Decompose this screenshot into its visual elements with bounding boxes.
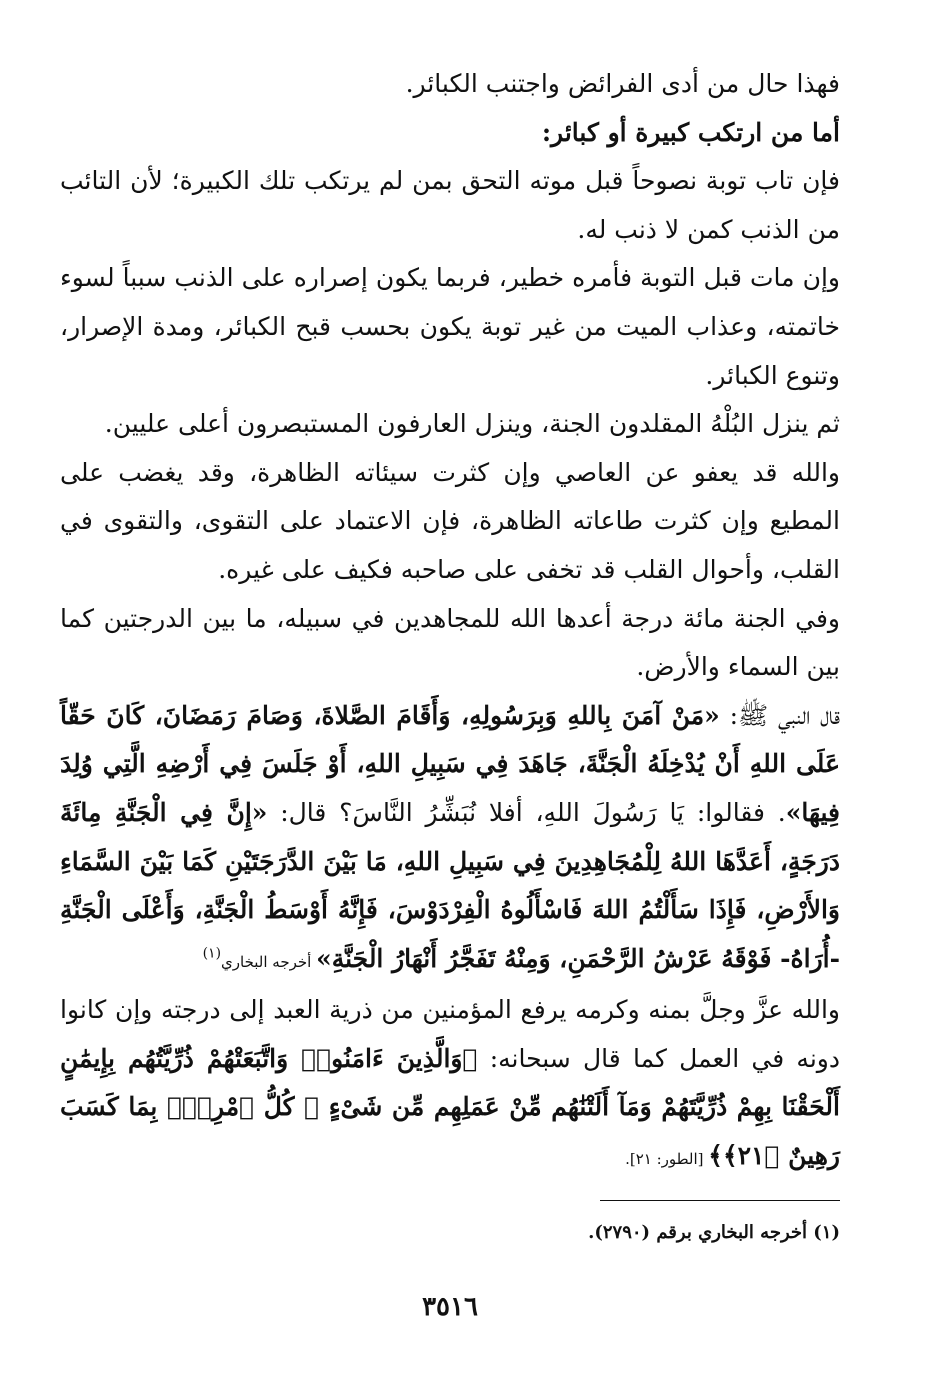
- hadith-mid: . فقالوا: يَا رَسُولَ اللهِ، أفلا نُبَشِّرُ النَّاسَ؟ قال:: [267, 797, 786, 827]
- section-heading: أما من ارتكب كبيرة أو كبائر:: [541, 117, 840, 147]
- page-number: ٣٥١٦: [422, 1292, 478, 1322]
- paragraph: فهذا حال من أدى الفرائض واجتنب الكبائر.: [405, 69, 840, 98]
- paragraph: وفي الجنة مائة درجة أعدها الله للمجاهدين في سبيله، ما بين الدرجتين كما بين السماء والأرض.: [60, 603, 840, 682]
- paragraph: [60, 986, 840, 1183]
- hadith-quote: «إِنَّ فِي الْجَنَّةِ مِائَةَ دَرَجَةٍ، أَعَدَّهَا اللهُ لِلْمُجَاهِدِينَ فِي سَبِيلِ اللهِ، مَا بَيْنَ الدَّرَجَتَيْنِ كَمَا بَيْنَ السَّمَاءِ وَالأَرْضِ، فَإِذَا سَأَلْتُمُ اللهَ فَاسْأَلُوهُ الْفِرْدَوْسَ، فَإِنَّهُ أَوْسَطُ الْجَنَّةِ، وَأَعْلَى الْجَنَّةِ -أُرَاهُ- فَوْقَهُ عَرْشُ الرَّحْمَنِ، وَمِنْهُ تَفَجَّرُ أَنْهَارُ الْجَنَّةِ»: [60, 797, 840, 973]
- hadith-quote: «مَنْ آمَنَ بِاللهِ وَبِرَسُولِهِ، وَأَقَامَ الصَّلاةَ، وَصَامَ رَمَضَانَ، كَانَ حَقّاً عَلَى اللهِ أَنْ يُدْخِلَهُ الْجَنَّةَ، جَاهَدَ فِي سَبِيلِ اللهِ، أَوْ جَلَسَ فِي أَرْضِهِ الَّتِي وُلِدَ فِيهَا»: [60, 700, 840, 827]
- paragraph-text: والله عزَّ وجلَّ بمنه وكرمه يرفع المؤمنين من ذرية العبد إلى درجته وإن كانوا دونه في العمل كما قال سبحانه:: [60, 995, 841, 1073]
- hadith-intro: قال النبي ﷺ:: [719, 700, 841, 730]
- paragraph: والله قد يعفو عن العاصي وإن كثرت سيئاته الظاهرة، وقد يغضب على المطيع وإن كثرت طاعاته الظاهرة، فإن الاعتماد على التقوى، والتقوى في القلب، وأحوال القلب قد تخفى على صاحبه فكيف على غيره.: [60, 457, 840, 584]
- quran-reference: [الطور: ٢١].: [625, 1150, 709, 1169]
- footnote: (١) أخرجه البخاري برقم (٢٧٩٠).: [588, 1222, 840, 1243]
- footnote-divider: [600, 1200, 840, 1201]
- page: [60, 60, 840, 1320]
- paragraph: فإن تاب توبة نصوحاً قبل موته التحق بمن لم يرتكب تلك الكبيرة؛ لأن التائب من الذنب كمن لا ذنب له.: [60, 166, 840, 244]
- hadith-paragraph: [60, 692, 840, 987]
- paragraph: ثم ينزل البُلْهُ المقلدون الجنة، وينزل العارفون المستبصرون أعلى عليين.: [104, 409, 840, 439]
- quran-verse: ﴿وَالَّذِينَ ءَامَنُوا۟ وَاتَّبَعَتْهُمْ ذُرِّيَّتُهُم بِإِيمَٰنٍ أَلْحَقْنَا بِهِمْ ذُرِّيَّتَهُمْ وَمَآ أَلَتْنَٰهُم مِّنْ عَمَلِهِم مِّن شَىْءٍ ۚ كُلُّ ٱمْرِئٍۭ بِمَا كَسَبَ رَهِينٌ ﴿٢١﴾﴾: [60, 1043, 840, 1171]
- paragraph: وإن مات قبل التوبة فأمره خطير، فربما يكون إصراره على الذنب سبباً لسوء خاتمته، وعذاب الميت من غير توبة يكون بحسب قبح الكبائر، ومدة الإصرار، وتنوع الكبائر.: [60, 263, 840, 390]
- hadith-source: أخرجه البخاري: [221, 952, 317, 971]
- main-text: [60, 60, 840, 1184]
- footnote-marker: (١): [202, 945, 222, 962]
